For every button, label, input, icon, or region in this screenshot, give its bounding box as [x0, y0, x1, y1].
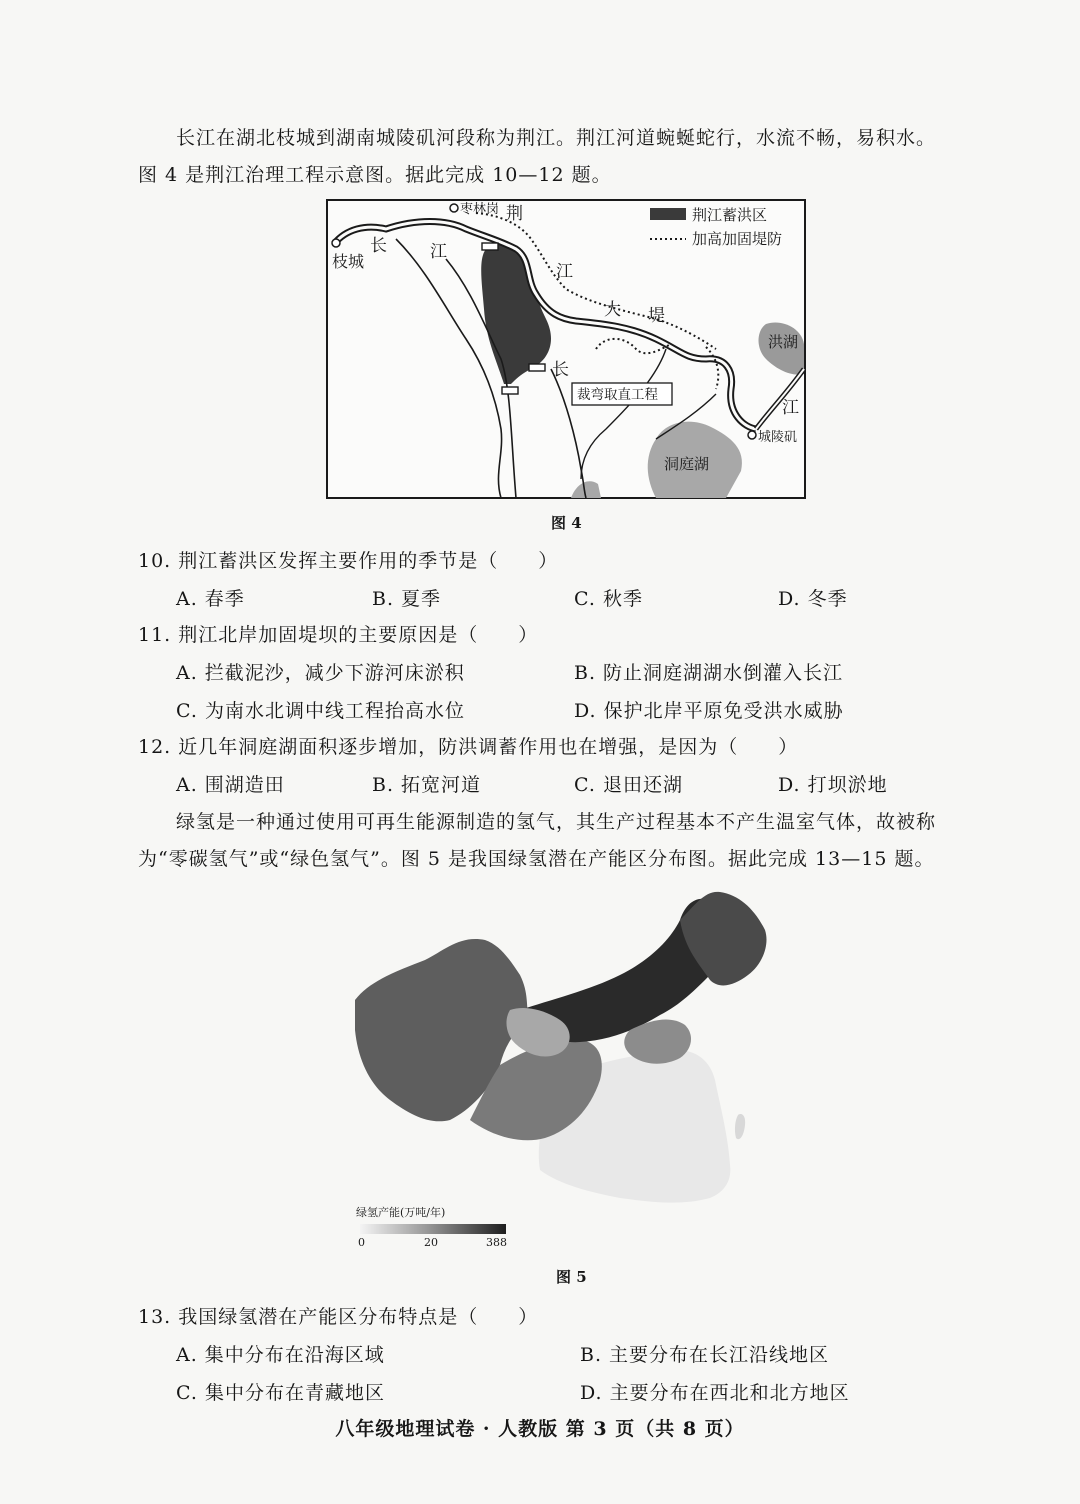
question-10-option-b: B. 夏季	[372, 588, 442, 610]
question-10-option-d: D. 冬季	[778, 588, 848, 610]
question-13-stem: 13. 我国绿氢潜在产能区分布特点是（ ）	[138, 1306, 539, 1328]
label-zaolingang: 枣林岗	[460, 202, 500, 217]
question-10-option-c: C. 秋季	[574, 588, 643, 610]
label-chang-2: 长	[552, 360, 569, 380]
question-12-option-b: B. 拓宽河道	[372, 774, 482, 796]
gate-middle	[529, 364, 545, 371]
question-12-option-d: D. 打坝淤地	[778, 774, 888, 796]
legend-levee-label: 加高加固堤防	[692, 230, 783, 248]
label-dongting: 洞庭湖	[664, 455, 710, 473]
question-11-option-a: A. 拦截泥沙，减少下游河床淤积	[176, 662, 465, 684]
point-zhicheng	[332, 239, 340, 247]
label-jiang-1: 江	[430, 242, 447, 262]
fig5-legend-title: 绿氢产能(万吨/年)	[356, 1206, 446, 1219]
intro-paragraph-2	[138, 804, 1008, 878]
label-jing: 荆	[506, 204, 523, 224]
intro1-line1: 长江在湖北枝城到湖南城陵矶河段称为荆江。荆江河道蜿蜒蛇行，水流不畅，易积水。	[176, 127, 937, 149]
question-13-option-a: A. 集中分布在沿海区域	[176, 1344, 385, 1366]
legend-storage-label: 荆江蓄洪区	[692, 206, 768, 224]
point-chenglingji	[748, 431, 756, 439]
question-11-option-c: C. 为南水北调中线工程抬高水位	[176, 700, 465, 722]
question-13-option-d: D. 主要分布在西北和北方地区	[580, 1382, 850, 1404]
gate-south	[502, 387, 518, 394]
intro2-line2: 为“零碳氢气”或“绿色氢气”。图 5 是我国绿氢潜在产能区分布图。据此完成 13—15 题。	[138, 848, 935, 870]
intro2-line1: 绿氢是一种通过使用可再生能源制造的氢气，其生产过程基本不产生温室气体，故被称	[176, 811, 937, 833]
gate-north	[482, 243, 498, 250]
label-honghu: 洪湖	[768, 333, 799, 351]
label-chenglingji: 城陵矶	[758, 430, 798, 445]
figure-5-caption: 图 5	[556, 1268, 587, 1286]
label-jiang-2: 江	[556, 262, 573, 282]
fig5-legend-tick-mid: 20	[424, 1236, 438, 1249]
label-jiang-3: 江	[782, 398, 799, 418]
intro1-line2: 图 4 是荆江治理工程示意图。据此完成 10—12 题。	[138, 164, 612, 186]
question-10-stem: 10. 荆江蓄洪区发挥主要作用的季节是（ ）	[138, 550, 559, 572]
question-11-stem: 11. 荆江北岸加固堤坝的主要原因是（ ）	[138, 624, 539, 646]
question-12-stem: 12. 近几年洞庭湖面积逐步增加，防洪调蓄作用也在增强，是因为（ ）	[138, 736, 799, 758]
question-12-option-c: C. 退田还湖	[574, 774, 683, 796]
fig5-legend-gradient	[360, 1224, 506, 1234]
label-chang-1: 长	[370, 236, 387, 256]
question-13-option-b: B. 主要分布在长江沿线地区	[580, 1344, 830, 1366]
figure-5-map	[350, 880, 770, 1250]
region-taiwan	[735, 1114, 745, 1139]
label-zhicheng: 枝城	[332, 252, 365, 271]
fig5-legend-tick-min: 0	[358, 1236, 365, 1249]
label-da: 大	[604, 300, 621, 320]
figure-4-map	[326, 199, 806, 499]
label-di: 堤	[648, 306, 665, 326]
point-zaolingang	[450, 204, 458, 212]
question-11-option-d: D. 保护北岸平原免受洪水威胁	[574, 700, 844, 722]
question-12-option-a: A. 围湖造田	[176, 774, 285, 796]
intro-paragraph-1	[138, 120, 1008, 194]
question-10-option-a: A. 春季	[176, 588, 245, 610]
question-13-option-c: C. 集中分布在青藏地区	[176, 1382, 385, 1404]
label-cutoff-project: 裁弯取直工程	[577, 387, 658, 403]
page-footer: 八年级地理试卷 · 人教版 第 3 页（共 8 页）	[335, 1418, 745, 1440]
figure-4-caption: 图 4	[551, 514, 582, 532]
question-11-option-b: B. 防止洞庭湖湖水倒灌入长江	[574, 662, 844, 684]
fig5-legend-tick-max: 388	[486, 1236, 507, 1249]
legend-storage-swatch	[650, 208, 686, 220]
